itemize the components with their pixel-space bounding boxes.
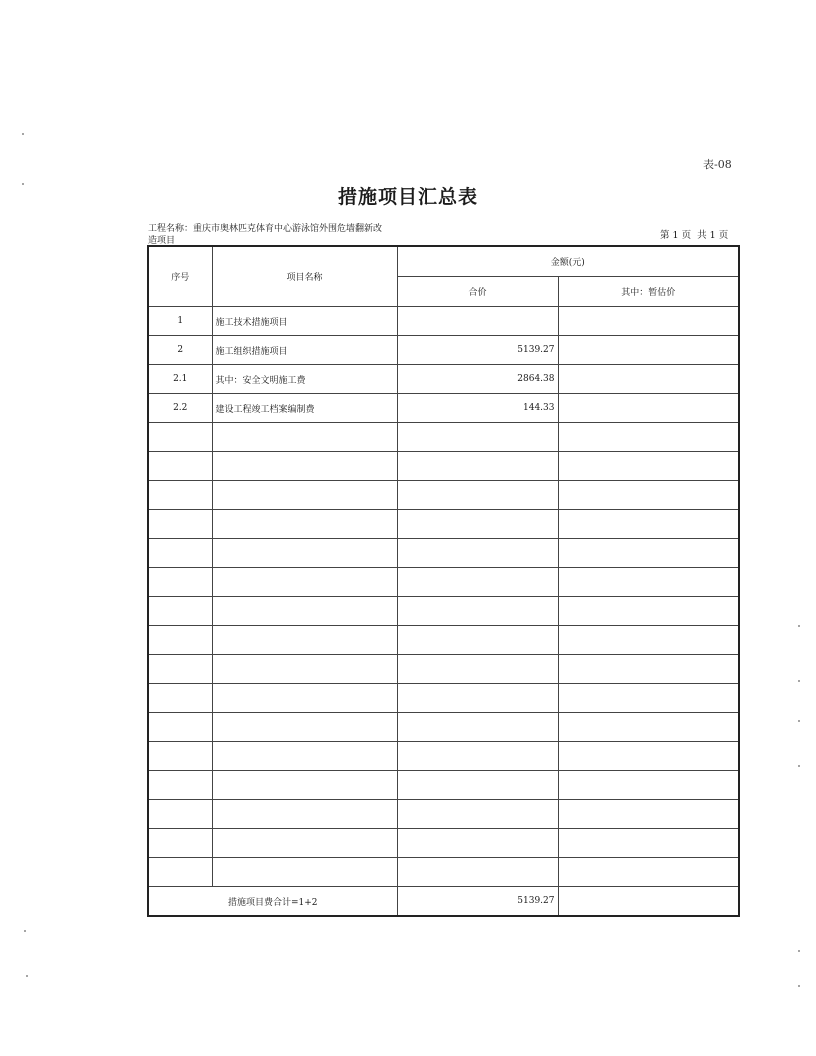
row-provisional bbox=[558, 394, 739, 423]
table-row bbox=[148, 394, 739, 423]
scan-speck bbox=[26, 975, 28, 977]
empty-row bbox=[148, 800, 739, 829]
empty-row bbox=[148, 510, 739, 539]
header-provisional: 其中：暂估价 bbox=[558, 277, 739, 307]
row-seq: 2.1 bbox=[148, 365, 212, 394]
scan-speck bbox=[24, 930, 26, 932]
footer-row bbox=[148, 887, 739, 917]
empty-row bbox=[148, 481, 739, 510]
row-seq: 2 bbox=[148, 336, 212, 365]
empty-row bbox=[148, 713, 739, 742]
row-total bbox=[397, 307, 558, 336]
header-total: 合价 bbox=[397, 277, 558, 307]
empty-row bbox=[148, 829, 739, 858]
empty-row bbox=[148, 597, 739, 626]
scan-speck bbox=[798, 720, 800, 722]
footer-total: 5139.27 bbox=[397, 887, 558, 917]
row-name: 施工技术措施项目 bbox=[212, 307, 397, 336]
empty-row bbox=[148, 742, 739, 771]
footer-provisional bbox=[558, 887, 739, 917]
empty-row bbox=[148, 423, 739, 452]
empty-row bbox=[148, 655, 739, 684]
row-name: 建设工程竣工档案编制费 bbox=[212, 394, 397, 423]
scan-speck bbox=[798, 985, 800, 987]
form-number: 表-08 bbox=[703, 158, 732, 171]
scan-speck bbox=[22, 133, 24, 135]
row-name: 施工组织措施项目 bbox=[212, 336, 397, 365]
header-seq: 序号 bbox=[148, 246, 212, 307]
header-name: 项目名称 bbox=[212, 246, 397, 307]
table-row bbox=[148, 307, 739, 336]
header-row-1 bbox=[148, 246, 739, 277]
project-name-value: 重庆市奥林匹克体育中心游泳馆外围危墙翻新改造项目 bbox=[148, 224, 383, 246]
row-provisional bbox=[558, 336, 739, 365]
empty-row bbox=[148, 771, 739, 800]
scan-speck bbox=[798, 625, 800, 627]
scan-speck bbox=[798, 680, 800, 682]
row-total: 2864.38 bbox=[397, 365, 558, 394]
scan-speck bbox=[22, 183, 24, 185]
row-seq: 1 bbox=[148, 307, 212, 336]
scan-speck bbox=[798, 765, 800, 767]
header-amount: 金额(元) bbox=[397, 246, 739, 277]
empty-row bbox=[148, 858, 739, 887]
summary-table bbox=[147, 245, 740, 917]
row-provisional bbox=[558, 365, 739, 394]
project-name bbox=[148, 223, 388, 247]
empty-row bbox=[148, 568, 739, 597]
project-name-label: 工程名称： bbox=[148, 224, 194, 234]
table-row bbox=[148, 336, 739, 365]
table-row bbox=[148, 365, 739, 394]
footer-label: 措施项目费合计=1+2 bbox=[148, 887, 397, 917]
row-seq: 2.2 bbox=[148, 394, 212, 423]
row-total: 5139.27 bbox=[397, 336, 558, 365]
scan-speck bbox=[798, 950, 800, 952]
page-info: 第 1 页 共 1 页 bbox=[660, 230, 729, 241]
row-provisional bbox=[558, 307, 739, 336]
empty-row bbox=[148, 626, 739, 655]
empty-row bbox=[148, 684, 739, 713]
empty-row bbox=[148, 452, 739, 481]
empty-row bbox=[148, 539, 739, 568]
row-total: 144.33 bbox=[397, 394, 558, 423]
row-name: 其中：安全文明施工费 bbox=[212, 365, 397, 394]
page-title: 措施项目汇总表 bbox=[337, 186, 478, 208]
